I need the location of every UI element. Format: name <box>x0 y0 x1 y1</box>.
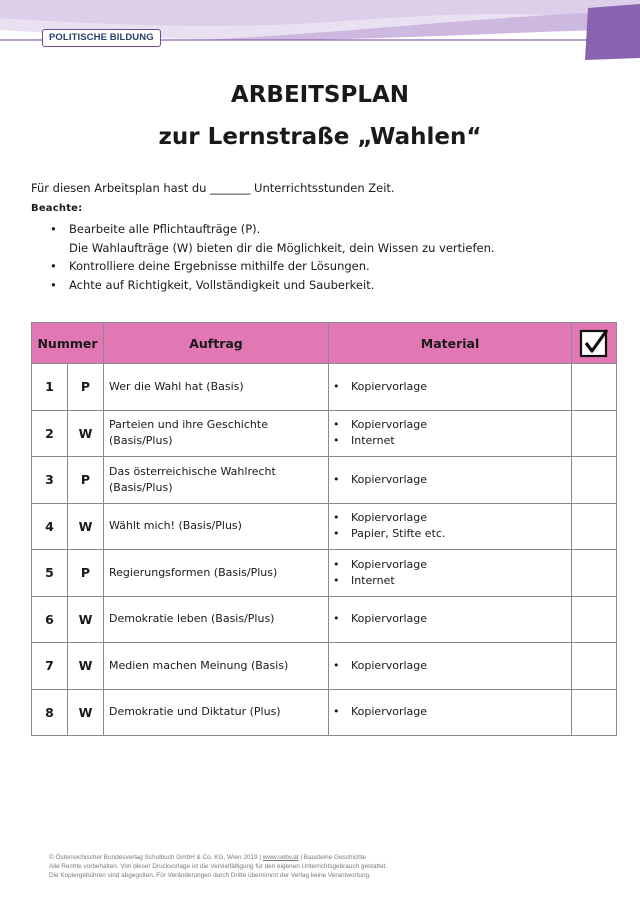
task-type: P <box>68 364 104 411</box>
task-number: 8 <box>32 689 68 736</box>
material-cell <box>329 410 572 457</box>
bullet-icon: • <box>333 511 340 525</box>
task-title: Das österreichische Wahlrecht (Basis/Plus) <box>104 457 329 504</box>
completion-checkbox[interactable] <box>572 410 617 457</box>
bullet-icon: • <box>333 434 340 448</box>
material-list <box>329 704 571 720</box>
material-list <box>329 472 571 488</box>
task-number: 7 <box>32 643 68 690</box>
table-row <box>32 457 617 504</box>
completion-checkbox[interactable] <box>572 643 617 690</box>
completion-checkbox[interactable] <box>572 364 617 411</box>
task-type: W <box>68 503 104 550</box>
task-title: Demokratie leben (Basis/Plus) <box>104 596 329 643</box>
material-list <box>329 379 571 395</box>
material-list <box>329 557 571 589</box>
material-item: • Kopiervorlage <box>333 472 428 486</box>
material-cell <box>329 596 572 643</box>
task-number: 3 <box>32 457 68 504</box>
task-type: W <box>68 689 104 736</box>
bullet-icon: • <box>333 612 340 626</box>
bullet-icon: • <box>50 277 57 292</box>
material-item: • Internet <box>333 434 395 448</box>
completion-checkbox[interactable] <box>572 689 617 736</box>
material-item: • Kopiervorlage <box>333 705 428 719</box>
task-title: Wählt mich! (Basis/Plus) <box>104 503 329 550</box>
material-cell <box>329 364 572 411</box>
material-cell <box>329 550 572 597</box>
header-task: Auftrag <box>104 323 329 364</box>
material-item: • Internet <box>333 573 395 587</box>
material-cell <box>329 643 572 690</box>
material-item: • Kopiervorlage <box>333 658 428 672</box>
note-label: Beachte: <box>31 203 83 214</box>
bullet-icon: • <box>50 259 57 273</box>
task-number: 1 <box>32 364 68 411</box>
task-number: 4 <box>32 503 68 550</box>
material-item: • Papier, Stifte etc. <box>333 527 446 541</box>
table-row <box>32 689 617 736</box>
material-cell <box>329 503 572 550</box>
work-plan-table <box>31 322 617 736</box>
material-list <box>329 658 571 674</box>
material-list <box>329 510 571 542</box>
completion-checkbox[interactable] <box>572 503 617 550</box>
header-check <box>572 323 617 364</box>
subject-badge: POLITISCHE BILDUNG <box>42 29 161 47</box>
table-row <box>32 410 617 457</box>
material-item: • Kopiervorlage <box>333 511 428 525</box>
table-row <box>32 643 617 690</box>
task-title: Regierungsformen (Basis/Plus) <box>104 550 329 597</box>
table-header-row <box>32 323 617 364</box>
completion-checkbox[interactable] <box>572 596 617 643</box>
completion-checkbox[interactable] <box>572 550 617 597</box>
task-number: 6 <box>32 596 68 643</box>
footer: © Österreichischer Bundesverlag Schulbuch GmbH & Co. KG, Wien 2019 | www.oebv.at | Bausteine Geschichte Alle Rechte vorbehalten. Von dieser Druckvorlage ist die Vervielfältigung für den eigenen Unterrichtsgebrauch gestattet. Die Kopiergebühren sind abgegolten. Für Veränderungen durch Dritte übernimmt der Verlag keine Verantwortung. <box>49 854 388 879</box>
task-title: Parteien und ihre Geschichte (Basis/Plus) <box>104 410 329 457</box>
instruction-list <box>50 220 495 294</box>
page-subtitle: zur Lernstraße „Wahlen“ <box>158 124 482 150</box>
table-row <box>32 503 617 550</box>
task-title: Wer die Wahl hat (Basis) <box>104 364 329 411</box>
checkbox-checked-icon <box>579 328 609 358</box>
bullet-icon: • <box>333 379 340 393</box>
task-type: W <box>68 410 104 457</box>
bullet-icon: • <box>333 418 340 432</box>
publisher-link[interactable]: www.oebv.at <box>262 854 299 861</box>
task-title: Medien machen Meinung (Basis) <box>104 643 329 690</box>
table-row <box>32 364 617 411</box>
bullet-icon: • <box>333 527 340 541</box>
completion-checkbox[interactable] <box>572 457 617 504</box>
instruction-item: • Achte auf Richtigkeit, Vollständigkeit und Sauberkeit. <box>50 276 495 295</box>
task-type: W <box>68 596 104 643</box>
bullet-icon: • <box>333 573 340 587</box>
task-title: Demokratie und Diktatur (Plus) <box>104 689 329 736</box>
header-material: Material <box>329 323 572 364</box>
page-title: ARBEITSPLAN <box>230 82 410 108</box>
instruction-item: • Kontrolliere deine Ergebnisse mithilfe der Lösungen. <box>50 257 495 276</box>
intro-text: Für diesen Arbeitsplan hast du _______ Unterrichtsstunden Zeit. <box>31 181 395 195</box>
instruction-item: • Bearbeite alle Pflichtaufträge (P). Die Wahlaufträge (W) bieten dir die Möglichkeit, dein Wissen zu vertiefen. <box>50 222 495 255</box>
bullet-icon: • <box>333 705 340 719</box>
material-item: • Kopiervorlage <box>333 379 428 393</box>
table-row <box>32 550 617 597</box>
bullet-icon: • <box>333 557 340 571</box>
task-type: P <box>68 550 104 597</box>
material-cell <box>329 457 572 504</box>
material-list <box>329 417 571 449</box>
task-number: 2 <box>32 410 68 457</box>
material-item: • Kopiervorlage <box>333 418 428 432</box>
material-cell <box>329 689 572 736</box>
task-number: 5 <box>32 550 68 597</box>
bullet-icon: • <box>333 658 340 672</box>
task-type: P <box>68 457 104 504</box>
header-number: Nummer <box>32 323 104 364</box>
bullet-icon: • <box>50 222 57 236</box>
material-list <box>329 611 571 627</box>
material-item: • Kopiervorlage <box>333 557 428 571</box>
bullet-icon: • <box>333 472 340 486</box>
task-type: W <box>68 643 104 690</box>
material-item: • Kopiervorlage <box>333 612 428 626</box>
table-row <box>32 596 617 643</box>
